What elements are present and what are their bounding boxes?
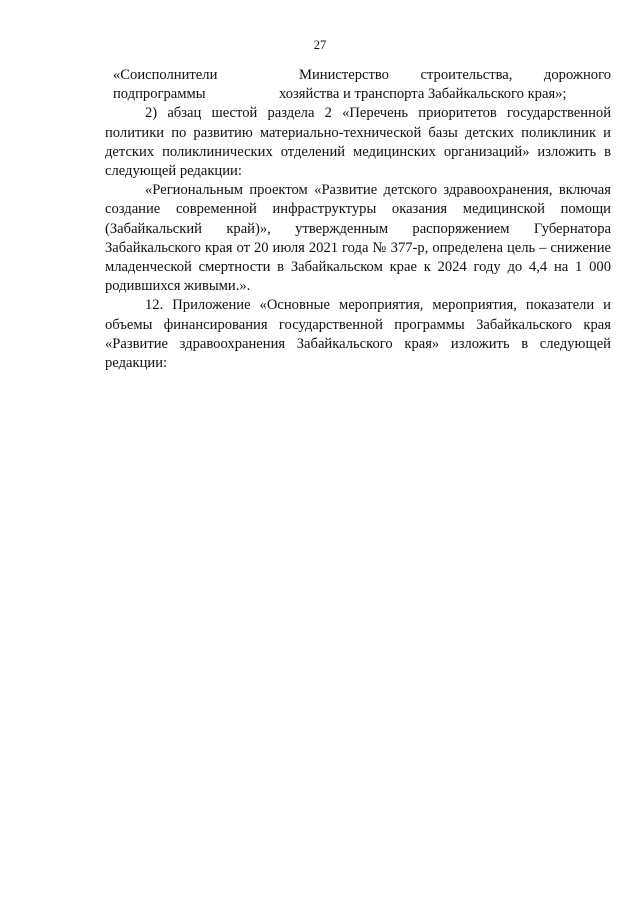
- row-value-line2: хозяйства и транспорта Забайкальского края»;: [279, 86, 567, 103]
- row-label-line1: «Соисполнители: [113, 67, 218, 83]
- paragraph-item-12: 12. Приложение «Основные мероприятия, мероприятия, показатели и объемы финансирования государственной программы Забайкальского края «Развитие здравоохранения Забайкальского края» изложить в следующей редакции:: [105, 297, 611, 372]
- page-number: 27: [313, 38, 327, 52]
- table-row-coexecutors: [105, 66, 611, 104]
- row-value-line1: Министерство строительства, дорожного: [299, 67, 611, 83]
- paragraph-item-2: 2) абзац шестой раздела 2 «Перечень приоритетов государственной политики по развитию материально-технической базы детских поликлиник и детских поликлинических отделений медицинских организаций» изложить в следующей редакции:: [105, 105, 611, 180]
- row-label: [105, 66, 279, 104]
- document-body: [105, 66, 611, 373]
- row-value: [279, 66, 611, 104]
- paragraph-quote-regional-project: «Региональным проектом «Развитие детского здравоохранения, включая создание современной инфраструктуры оказания медицинской помощи (Забайкальский край)», утвержденным распоряжением Губернатора Забайкальского края от 20 июля 2021 года № 377-р, определена цель – снижение младенческой смертности в Забайкальском крае к 2024 году до 4,4 на 1 000 родившихся живыми.».: [105, 182, 611, 295]
- row-label-line2: подпрограммы: [113, 86, 206, 103]
